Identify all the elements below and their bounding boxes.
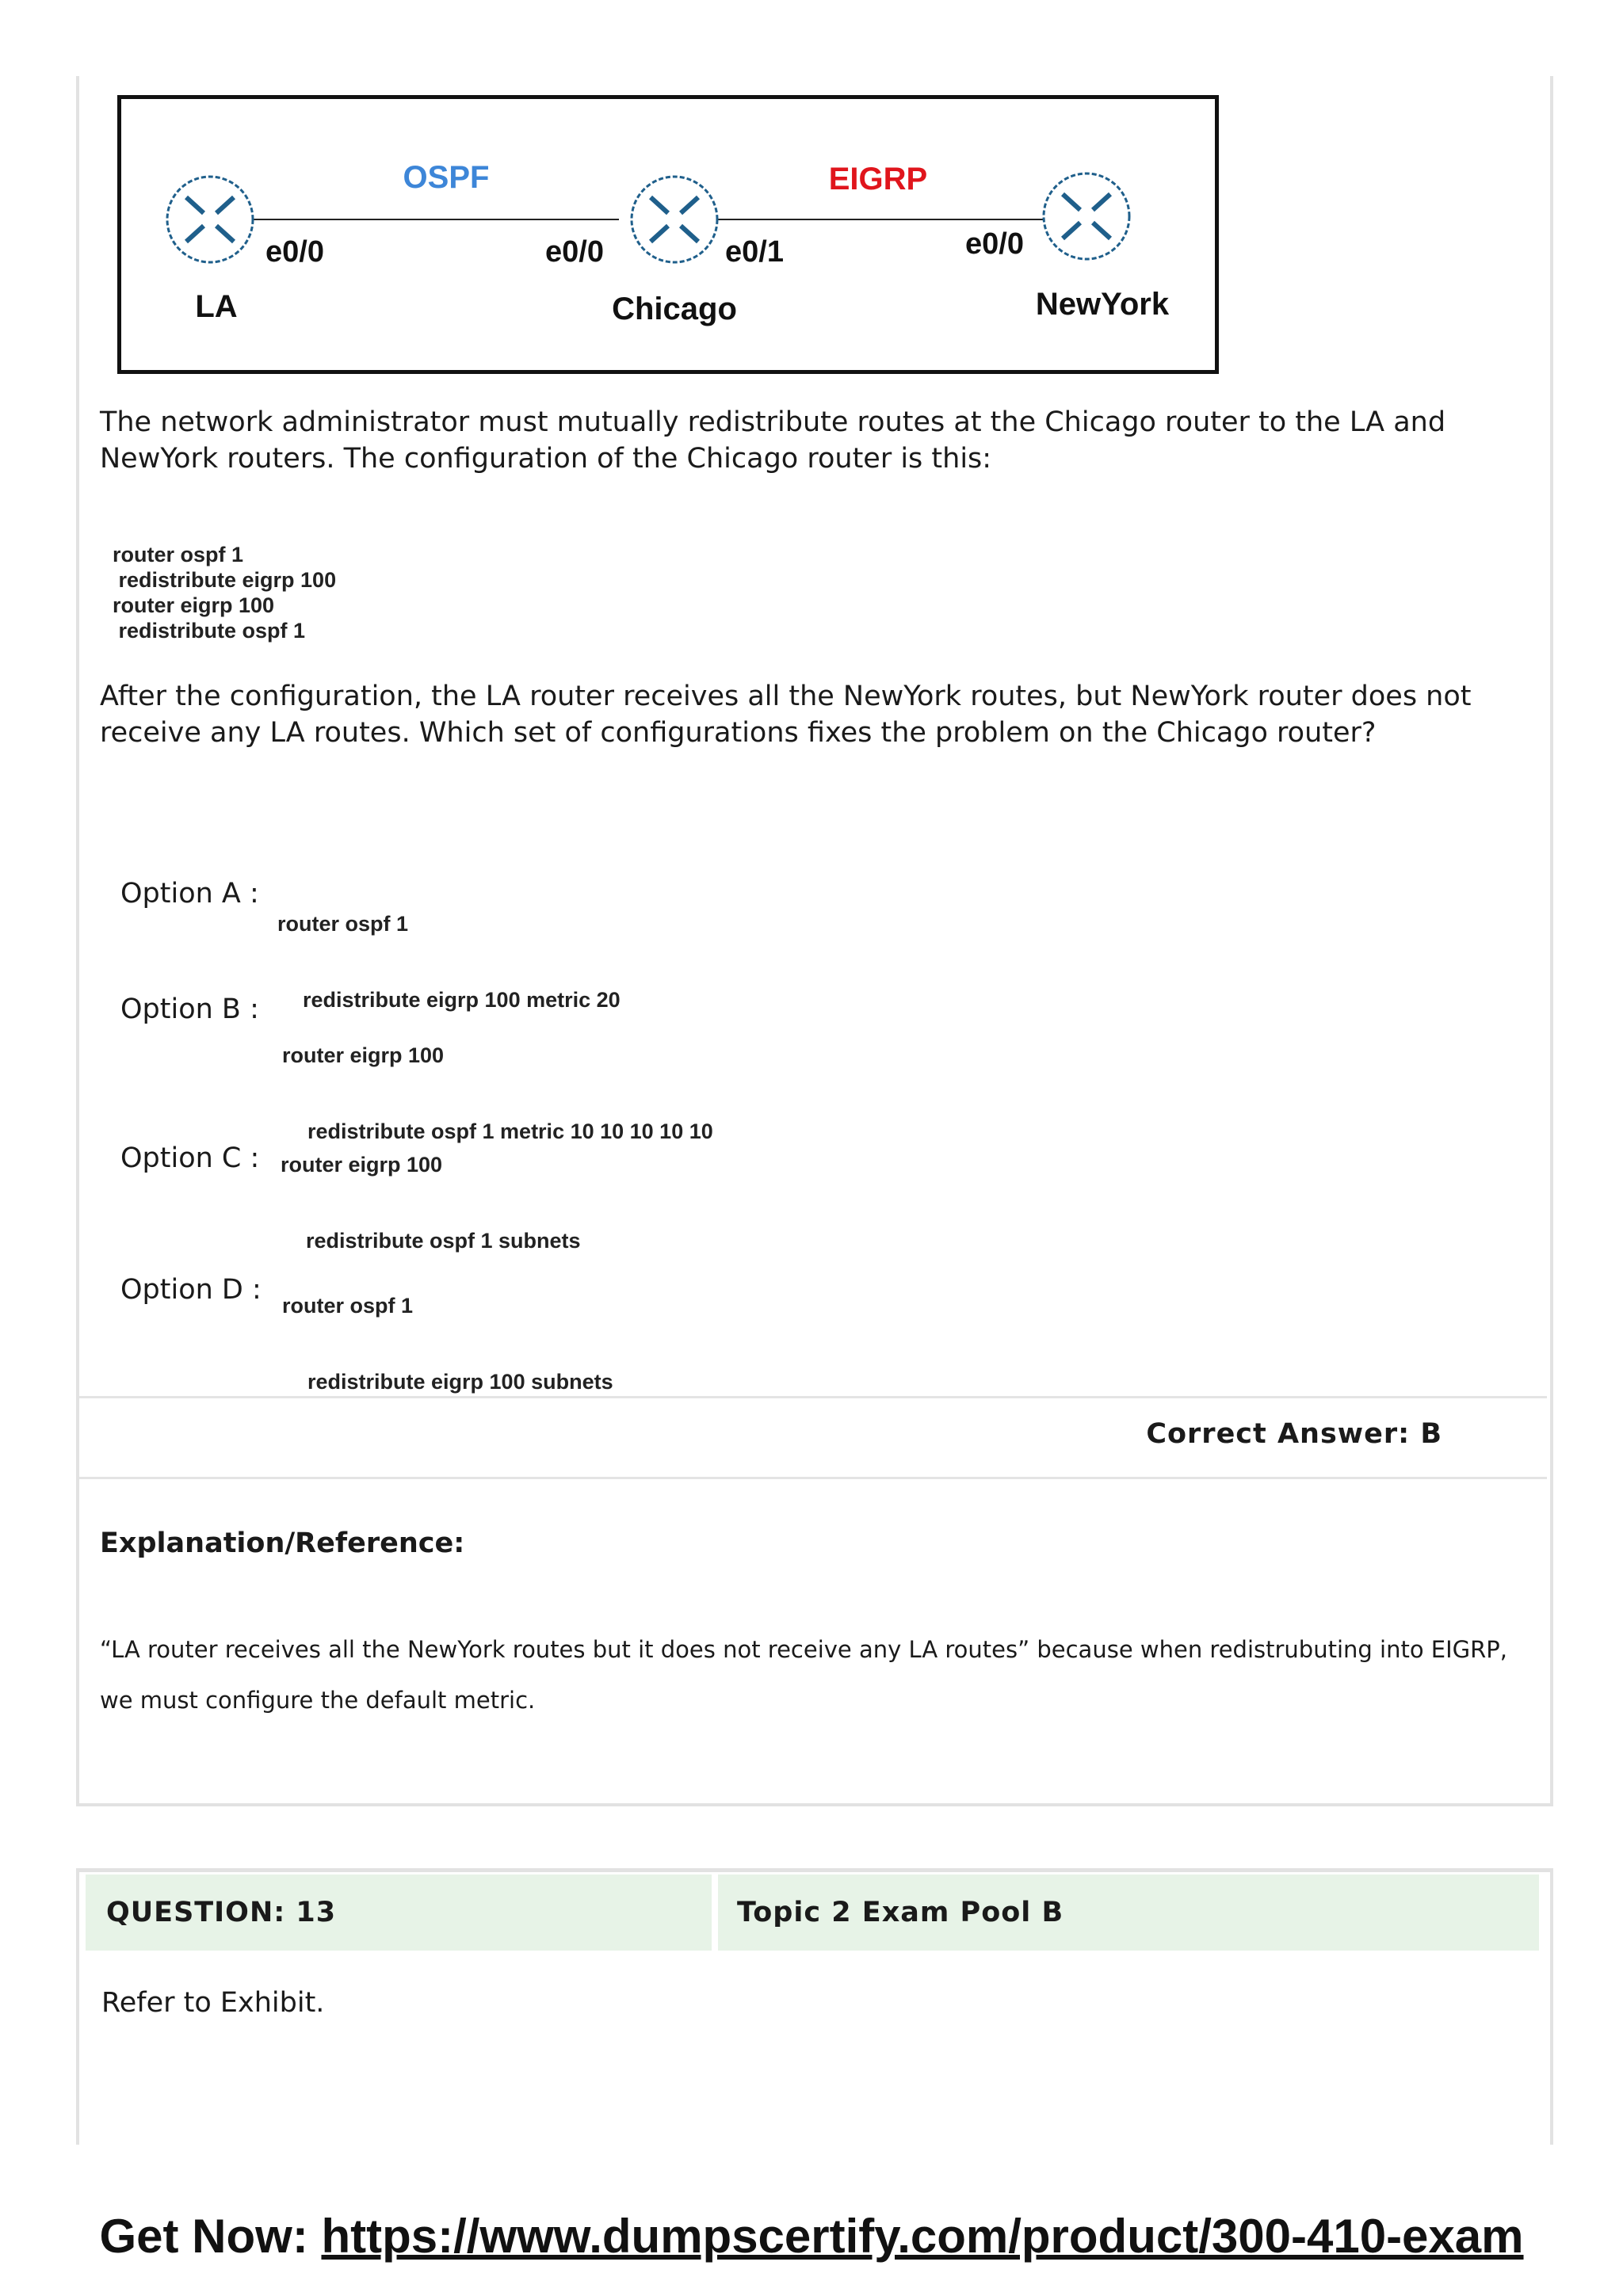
option-a-label[interactable]: Option A : (120, 878, 259, 910)
option-d-label[interactable]: Option D : (120, 1274, 262, 1306)
correct-answer: Correct Answer: B (1146, 1418, 1442, 1450)
question-prompt: After the configuration, the LA router receives all the NewYork routes, but NewYork router does not receive any LA routes. Which set of configurations fixes the problem on the Chicago router? (100, 681, 1472, 749)
option-b-line2: redistribute ospf 1 metric 10 10 10 10 10 (307, 1119, 713, 1143)
chicago-config (113, 542, 336, 643)
next-question-text: Refer to Exhibit. (101, 1987, 325, 2019)
question-number: QUESTION: 13 (106, 1897, 337, 1928)
router-name-chicago: Chicago (612, 292, 737, 326)
chicago-right-interface-label: e0/1 (725, 235, 784, 269)
config-line: redistribute ospf 1 (113, 619, 306, 643)
divider (79, 1477, 1547, 1479)
router-name-newyork: NewYork (1035, 287, 1170, 322)
divider (79, 1396, 1547, 1398)
network-exhibit (117, 95, 1219, 374)
router-icon (1044, 174, 1129, 259)
router-icon (632, 177, 717, 262)
option-d-config (282, 1242, 613, 1420)
ospf-label: OSPF (403, 160, 490, 195)
network-diagram (121, 99, 1215, 370)
eigrp-label: EIGRP (828, 162, 928, 196)
config-line: router ospf 1 (113, 543, 244, 566)
chicago-left-interface-label: e0/0 (545, 235, 604, 269)
option-d-line1: router ospf 1 (282, 1294, 414, 1318)
explanation-body: “LA router receives all the NewYork routes but it does not receive any LA routes” because when redistrubuting into EIGRP, we must configure the default metric. (100, 1636, 1507, 1714)
option-c-line1: router eigrp 100 (281, 1153, 443, 1177)
explanation-title: Explanation/Reference: (100, 1527, 465, 1559)
footer-prefix: Get Now: (99, 2210, 322, 2263)
footer-banner (0, 2209, 1623, 2264)
footer-link[interactable]: https://www.dumpscertify.com/product/300-410-exam (321, 2210, 1524, 2263)
option-b-line1: router eigrp 100 (282, 1043, 445, 1067)
option-c-line2: redistribute ospf 1 subnets (306, 1229, 581, 1253)
la-interface-label: e0/0 (265, 235, 324, 269)
config-line: router eigrp 100 (113, 593, 275, 617)
router-icon (167, 177, 253, 262)
config-line: redistribute eigrp 100 (113, 568, 337, 592)
router-name-la: LA (195, 289, 238, 324)
newyork-interface-label: e0/0 (965, 227, 1024, 261)
question-topic: Topic 2 Exam Pool B (737, 1897, 1064, 1928)
option-a-line2: redistribute eigrp 100 metric 20 (303, 988, 621, 1012)
question-intro: The network administrator must mutually redistribute routes at the Chicago router to the LA and NewYork routers. The configuration of the Chicago router is this: (100, 406, 1446, 475)
option-b-label[interactable]: Option B : (120, 994, 259, 1025)
option-a-line1: router ospf 1 (277, 912, 409, 936)
option-d-line2: redistribute eigrp 100 subnets (307, 1370, 613, 1394)
option-c-label[interactable]: Option C : (120, 1142, 260, 1174)
